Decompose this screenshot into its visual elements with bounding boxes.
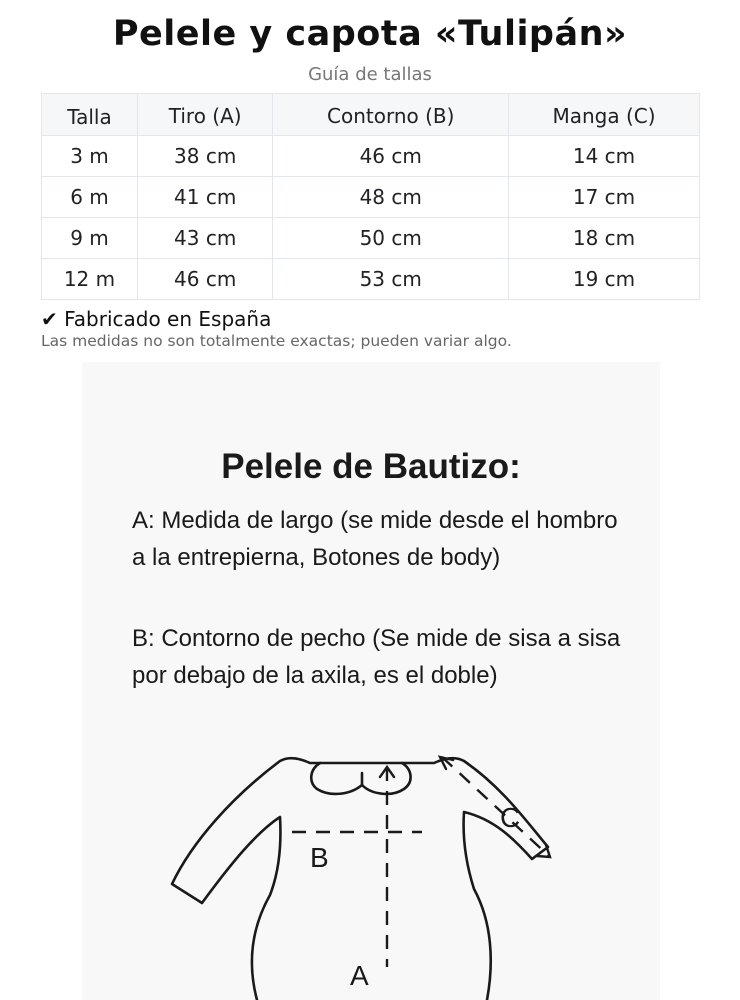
table-cell: 3 m (42, 136, 138, 177)
onesie-illustration (82, 727, 660, 1000)
table-cell: 53 cm (273, 259, 509, 300)
table-row (42, 177, 700, 218)
size-diagram-image (82, 362, 660, 1000)
measurement-note: Las medidas no son totalmente exactas; pueden variar algo. (41, 332, 512, 350)
table-row (42, 218, 700, 259)
table-header-row (42, 94, 700, 136)
arrow-c-top (440, 757, 453, 769)
table-cell: 50 cm (273, 218, 509, 259)
column-header-manga: Manga (C) (509, 94, 700, 136)
table-cell: 6 m (42, 177, 138, 218)
made-in-spain-text: ✔ Fabricado en España (41, 307, 272, 331)
diagram-label-a: A (350, 960, 369, 991)
diagram-label-b: B (310, 842, 329, 873)
table-cell: 9 m (42, 218, 138, 259)
table-cell: 12 m (42, 259, 138, 300)
table-row (42, 259, 700, 300)
table-cell: 43 cm (137, 218, 272, 259)
diagram-description-a: A: Medida de largo (se mide desde el hombro a la entrepierna, Botones de body) (132, 507, 618, 571)
measure-line-c (442, 757, 550, 857)
table-row (42, 136, 700, 177)
diagram-description-b: B: Contorno de pecho (Se mide de sisa a sisa por debajo de la axila, es el doble) (132, 625, 621, 689)
table-cell: 17 cm (509, 177, 700, 218)
page-title: Pelele y capota «Tulipán» (112, 14, 628, 54)
diagram-title: Pelele de Bautizo: (221, 447, 521, 486)
table-cell: 46 cm (273, 136, 509, 177)
diagram-label-c: C (500, 802, 521, 833)
page-subtitle: Guía de tallas (308, 64, 432, 85)
column-header-talla: Talla (42, 94, 138, 136)
size-table (41, 93, 700, 300)
table-cell: 41 cm (137, 177, 272, 218)
column-header-contorno: Contorno (B) (273, 94, 509, 136)
table-cell: 48 cm (273, 177, 509, 218)
table-cell: 14 cm (509, 136, 700, 177)
table-cell: 19 cm (509, 259, 700, 300)
table-cell: 38 cm (137, 136, 272, 177)
column-header-tiro: Tiro (A) (137, 94, 272, 136)
table-cell: 46 cm (137, 259, 272, 300)
table-cell: 18 cm (509, 218, 700, 259)
